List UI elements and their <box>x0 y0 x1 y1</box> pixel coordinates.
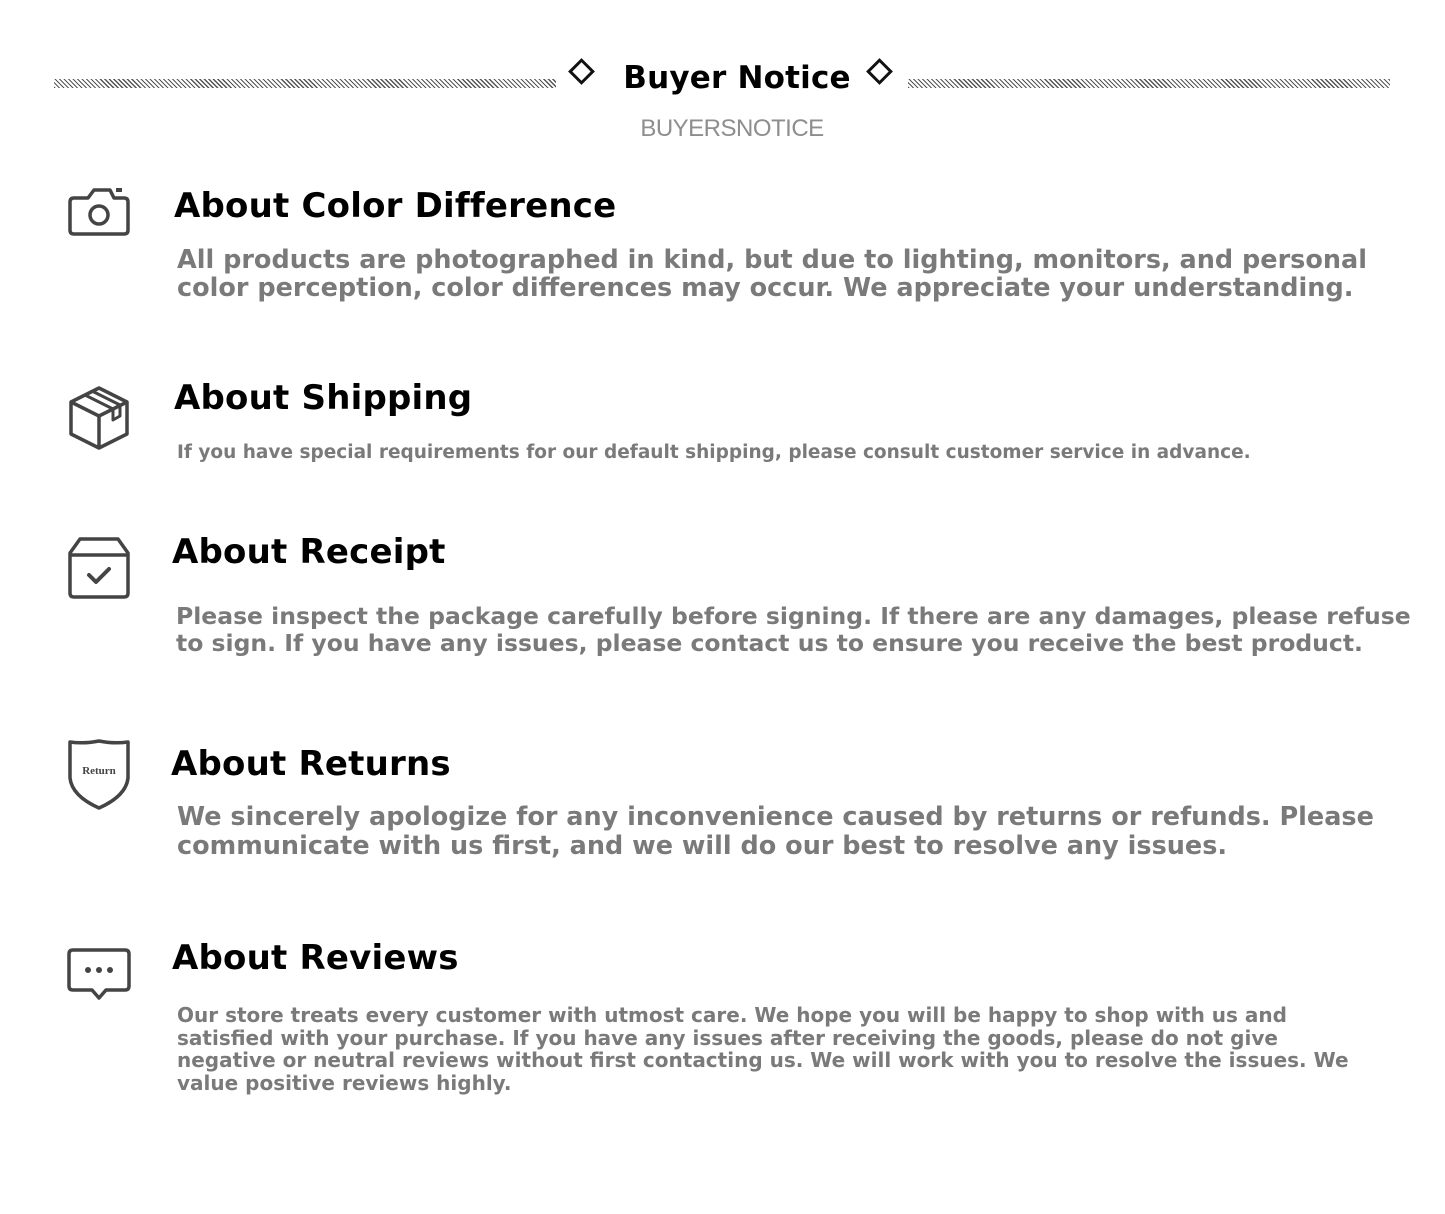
return-shield-icon <box>64 738 134 810</box>
package-box-icon <box>64 382 134 454</box>
section-body-receipt <box>176 603 1411 657</box>
body-line: color perception, color differences may occur. We appreciate your understanding. <box>177 273 1354 303</box>
body-line: value positive reviews highly. <box>177 1070 512 1095</box>
section-body-shipping <box>177 442 1251 464</box>
body-line: negative or neutral reviews without first contacting us. We will work with you to resolve the issues. We <box>177 1048 1349 1072</box>
diamond-ornament-left <box>568 58 595 85</box>
page-subtitle: BUYERSNOTICE <box>640 115 824 142</box>
receipt-box-check-icon <box>64 533 134 605</box>
section-body-returns <box>177 803 1374 861</box>
body-line: We sincerely apologize for any inconvenience caused by returns or refunds. Please <box>177 802 1374 832</box>
diamond-ornament-right <box>866 58 893 85</box>
body-line: If you have special requirements for our default shipping, please consult customer service in advance. <box>177 442 1251 463</box>
body-line: All products are photographed in kind, but due to lighting, monitors, and personal <box>177 245 1367 275</box>
chat-bubble-icon <box>64 940 134 1012</box>
section-body-color-difference <box>177 246 1367 302</box>
camera-icon <box>64 178 134 250</box>
section-title-returns: About Returns <box>171 744 451 784</box>
header-divider-right <box>908 79 1390 88</box>
page-title: Buyer Notice <box>623 60 851 96</box>
return-icon-label: Return <box>82 765 116 777</box>
body-line: communicate with us first, and we will do our best to resolve any issues. <box>177 831 1228 861</box>
body-line: to sign. If you have any issues, please contact us to ensure you receive the best product. <box>176 629 1363 657</box>
body-line: Our store treats every customer with utmost care. We hope you will be happy to shop with us and <box>177 1003 1287 1027</box>
section-title-color-difference: About Color Difference <box>174 186 617 226</box>
section-title-reviews: About Reviews <box>172 938 459 978</box>
section-title-receipt: About Receipt <box>172 532 446 572</box>
section-title-shipping: About Shipping <box>174 378 473 418</box>
header-divider-left <box>54 79 556 88</box>
body-line: satisfied with your purchase. If you have any issues after receiving the goods, please do not give <box>177 1025 1278 1050</box>
section-body-reviews <box>177 1004 1349 1094</box>
body-line: Please inspect the package carefully before signing. If there are any damages, please refuse <box>176 602 1411 630</box>
